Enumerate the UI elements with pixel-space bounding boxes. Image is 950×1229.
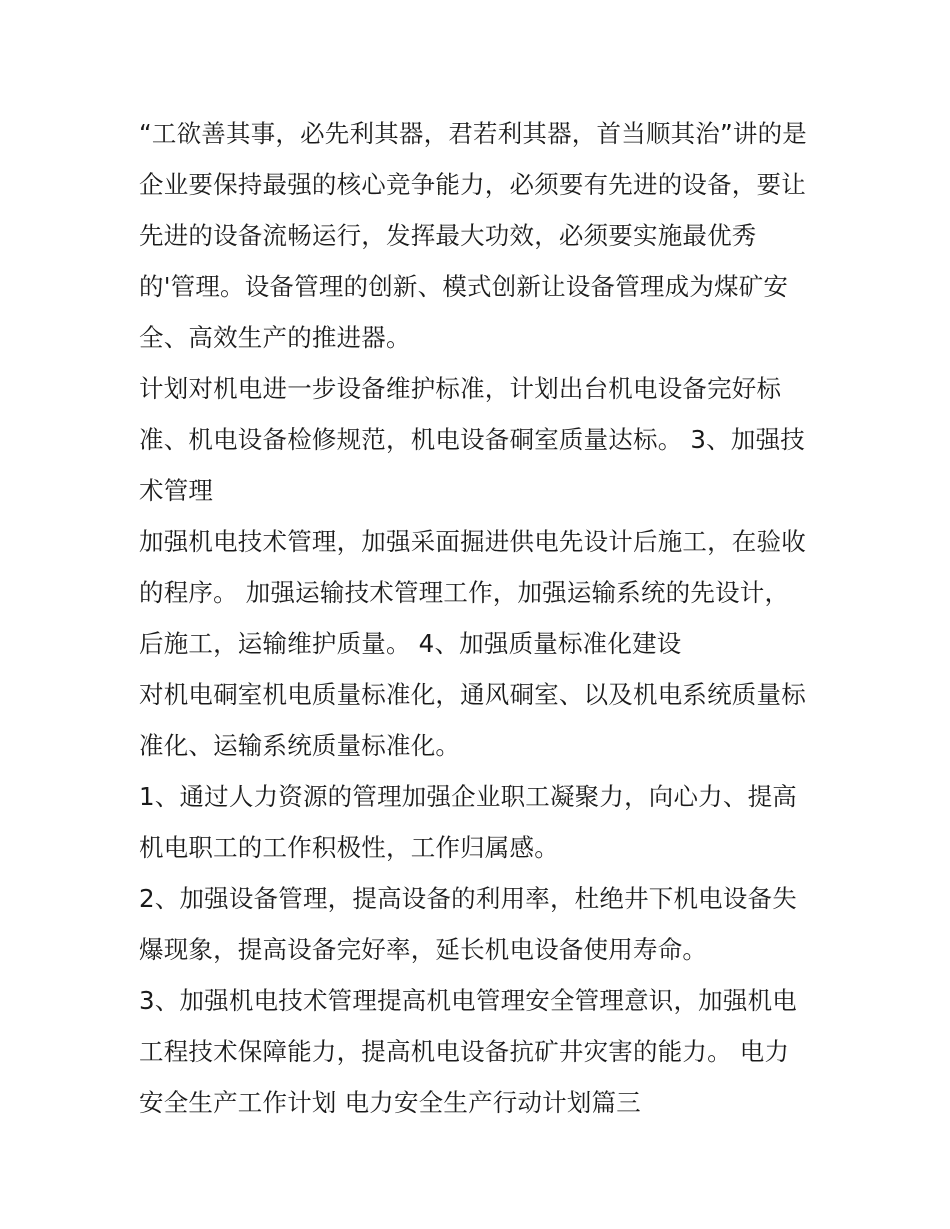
- text-line: 机电职工的工作积极性，工作归属感。: [139, 833, 559, 862]
- text-line: 术管理: [139, 476, 214, 505]
- text-line: 全、高效生产的推进器。: [139, 323, 411, 352]
- text-line: 先进的设备流畅运行，发挥最大功效，必须要实施最优秀: [139, 221, 757, 250]
- text-line: 对机电硐室机电质量标准化，通风硐室、以及机电系统质量标: [139, 680, 806, 709]
- text-line: 后施工，运输维护质量。 4、加强质量标准化建设: [139, 629, 682, 658]
- text-line: 企业要保持最强的核心竞争能力，必须要有先进的设备，要让: [139, 170, 806, 199]
- text-line: “工欲善其事，必先利其器，君若利其器，首当顺其治”讲的是: [139, 119, 807, 148]
- text-line: 的程序。 加强运输技术管理工作，加强运输系统的先设计，: [139, 578, 790, 607]
- text-line: 3、加强机电技术管理提高机电管理安全管理意识，加强机电: [139, 986, 797, 1015]
- text-line: 的'管理。设备管理的创新、模式创新让设备管理成为煤矿安: [139, 272, 789, 301]
- text-line: 工程技术保障能力，提高机电设备抗矿井灾害的能力。 电力: [139, 1037, 790, 1066]
- text-line: 安全生产工作计划 电力安全生产行动计划篇三: [139, 1088, 641, 1117]
- text-line: 加强机电技术管理，加强采面掘进供电先设计后施工，在验收: [139, 527, 806, 556]
- text-line: 2、加强设备管理，提高设备的利用率，杜绝井下机电设备失: [139, 884, 797, 913]
- document-body: [139, 108, 819, 1128]
- text-line: 准、机电设备检修规范，机电设备硐室质量达标。 3、加强技: [139, 425, 805, 454]
- text-line: 1、通过人力资源的管理加强企业职工凝聚力，向心力、提高: [139, 782, 797, 811]
- text-line: 爆现象，提高设备完好率，延长机电设备使用寿命。: [139, 935, 708, 964]
- text-line: 准化、运输系统质量标准化。: [139, 731, 461, 760]
- text-line: 计划对机电进一步设备维护标准，计划出台机电设备完好标: [139, 374, 782, 403]
